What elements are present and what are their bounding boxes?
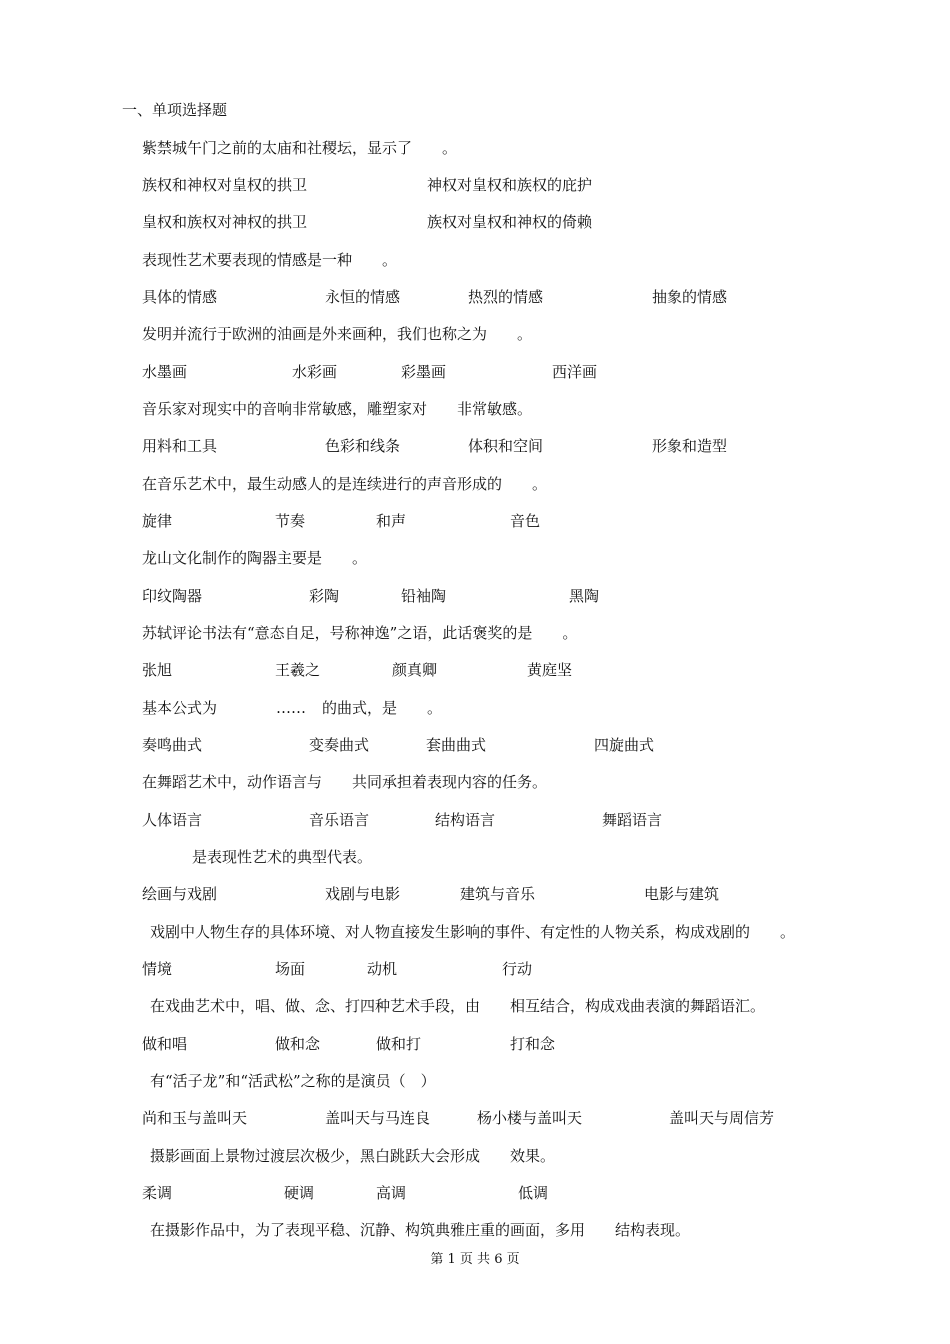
- option: 打和念: [510, 1035, 556, 1053]
- option: 戏剧与电影: [325, 885, 401, 903]
- option: 场面: [275, 960, 306, 978]
- option: 做和唱: [142, 1035, 188, 1053]
- option: 动机: [367, 960, 398, 978]
- question-stem: 摄影画面上景物过渡层次极少，黑白跳跃大会形成 效果。: [150, 1147, 556, 1165]
- option: 行动: [502, 960, 533, 978]
- option: 盖叫天与马连良: [325, 1109, 431, 1127]
- option: 尚和玉与盖叫天: [142, 1109, 248, 1127]
- option: 抽象的情感: [652, 288, 728, 306]
- question-stem: 龙山文化制作的陶器主要是 。: [142, 549, 368, 567]
- option: 水彩画: [292, 363, 338, 381]
- option: 体积和空间: [468, 437, 544, 455]
- option: 水墨画: [142, 363, 188, 381]
- option: 张旭: [142, 661, 173, 679]
- question-stem: 在戏曲艺术中，唱、做、念、打四种艺术手段，由 相互结合，构成戏曲表演的舞蹈语汇。: [150, 997, 766, 1015]
- option: 热烈的情感: [468, 288, 544, 306]
- option: 盖叫天与周信芳: [669, 1109, 775, 1127]
- option: 做和念: [275, 1035, 321, 1053]
- question-stem: 苏轼评论书法有“意态自足，号称神逸”之语，此话褒奖的是 。: [142, 624, 578, 642]
- option: 印纹陶器: [142, 587, 203, 605]
- option: 铅袖陶: [401, 587, 447, 605]
- option: 情境: [142, 960, 173, 978]
- option: 节奏: [275, 512, 306, 530]
- option: 低调: [518, 1184, 549, 1202]
- question-stem: 基本公式为: [142, 699, 218, 717]
- option: 高调: [376, 1184, 407, 1202]
- section-title: 一、单项选择题: [122, 101, 228, 119]
- question-stem: 在摄影作品中，为了表现平稳、沉静、构筑典雅庄重的画面，多用 结构表现。: [150, 1221, 691, 1239]
- question-stem: 的曲式，是 。: [322, 699, 443, 717]
- option: 套曲曲式: [426, 736, 487, 754]
- question-stem-formula: ……: [276, 699, 306, 717]
- option: 硬调: [284, 1184, 315, 1202]
- option: 结构语言: [435, 811, 496, 829]
- option: 形象和造型: [652, 437, 728, 455]
- option: 音色: [510, 512, 541, 530]
- option: 王羲之: [275, 661, 321, 679]
- option: 彩墨画: [401, 363, 447, 381]
- option: 永恒的情感: [325, 288, 401, 306]
- option: 人体语言: [142, 811, 203, 829]
- option: 变奏曲式: [309, 736, 370, 754]
- question-stem: 发明并流行于欧洲的油画是外来画种，我们也称之为 。: [142, 325, 533, 343]
- option: 电影与建筑: [644, 885, 720, 903]
- option: 族权和神权对皇权的拱卫: [142, 176, 308, 194]
- option: 奏鸣曲式: [142, 736, 203, 754]
- question-stem: 表现性艺术要表现的情感是一种 。: [142, 251, 398, 269]
- option: 绘画与戏剧: [142, 885, 218, 903]
- question-stem: 戏剧中人物生存的具体环境、对人物直接发生影响的事件、有定性的人物关系，构成戏剧的 。: [150, 923, 796, 941]
- option: 彩陶: [309, 587, 340, 605]
- option: 族权对皇权和神权的倚赖: [427, 213, 593, 231]
- question-stem: 是表现性艺术的典型代表。: [192, 848, 373, 866]
- option: 音乐语言: [309, 811, 370, 829]
- question-stem: 有“活子龙”和“活武松”之称的是演员（ ）: [150, 1072, 436, 1090]
- option: 建筑与音乐: [460, 885, 536, 903]
- option: 杨小楼与盖叫天: [477, 1109, 583, 1127]
- option: 颜真卿: [392, 661, 438, 679]
- option: 四旋曲式: [594, 736, 655, 754]
- option: 和声: [376, 512, 407, 530]
- option: 柔调: [142, 1184, 173, 1202]
- question-stem: 在音乐艺术中，最生动感人的是连续进行的声音形成的 。: [142, 475, 548, 493]
- option: 做和打: [376, 1035, 422, 1053]
- option: 皇权和族权对神权的拱卫: [142, 213, 308, 231]
- option: 西洋画: [552, 363, 598, 381]
- question-stem: 紫禁城午门之前的太庙和社稷坛，显示了 。: [142, 139, 458, 157]
- question-stem: 在舞蹈艺术中，动作语言与 共同承担着表现内容的任务。: [142, 773, 548, 791]
- option: 神权对皇权和族权的庇护: [427, 176, 593, 194]
- option: 色彩和线条: [325, 437, 401, 455]
- option: 黄庭坚: [527, 661, 573, 679]
- page-footer: 第 1 页 共 6 页: [430, 1252, 520, 1267]
- option: 舞蹈语言: [602, 811, 663, 829]
- option: 具体的情感: [142, 288, 218, 306]
- option: 用料和工具: [142, 437, 218, 455]
- option: 旋律: [142, 512, 173, 530]
- question-stem: 音乐家对现实中的音响非常敏感，雕塑家对 非常敏感。: [142, 400, 533, 418]
- option: 黑陶: [569, 587, 600, 605]
